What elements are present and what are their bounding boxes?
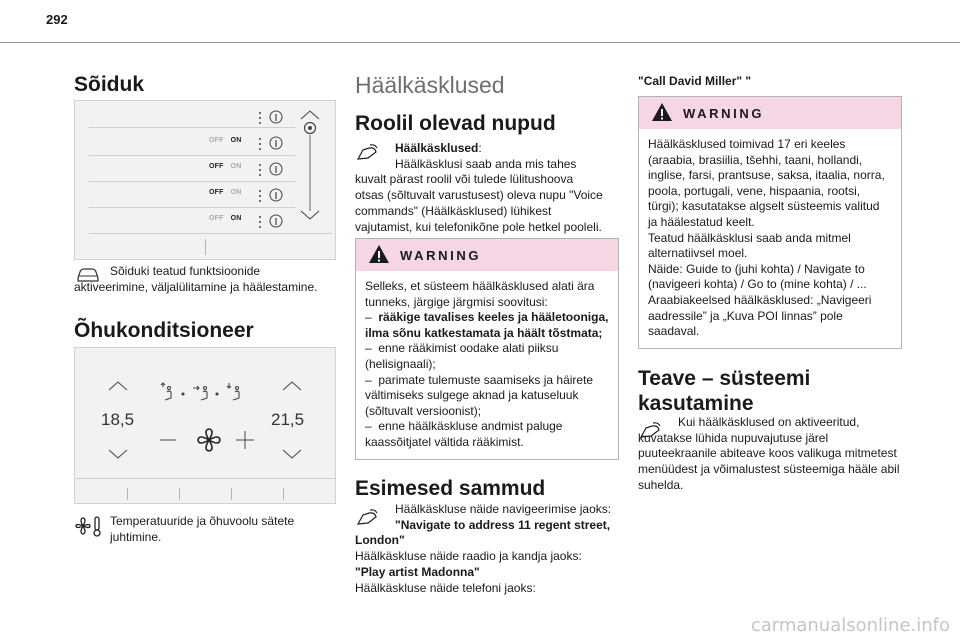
warning-body — [639, 129, 901, 340]
steering-buttons-title: Roolil olevad nupud — [355, 112, 556, 135]
vehicle-settings-panel — [74, 100, 336, 260]
scroll-track — [309, 135, 311, 211]
scroll-position-icon[interactable] — [303, 121, 317, 135]
first-line-1: Häälkäskluse näide navigeerimise jaoks: — [395, 502, 612, 516]
toggle-off-label: OFF — [209, 137, 224, 144]
voice-commands-title: Häälkäsklused — [355, 72, 505, 98]
steering-bold: Häälkäsklused — [395, 141, 479, 155]
warning-header — [639, 97, 901, 129]
info-icon — [269, 136, 283, 150]
languages-warning-box — [638, 96, 902, 349]
warning-text-3: Näide: Guide to (juhi kohta) / Navigate to (navigeeri kohta) / Go to (mine kohta) / ... — [648, 261, 867, 292]
warning-item: – enne häälkäskluse andmist paluge kaassõitjatel vältida rääkimist. — [365, 419, 563, 449]
panel-divider — [75, 478, 335, 479]
first-steps-paragraph — [355, 502, 617, 596]
toggle-row[interactable] — [209, 189, 242, 196]
toggle-off-label: OFF — [209, 163, 224, 170]
fan-icon — [195, 426, 223, 454]
steering-colon: : — [478, 141, 482, 155]
scroll-down-icon[interactable] — [299, 209, 321, 221]
warning-text-2: Teatud häälkäsklusi saab anda mitmel alternatiivsel moel. — [648, 230, 851, 261]
toggle-on-label: ON — [230, 163, 242, 170]
left-temperature: 18,5 — [101, 410, 135, 429]
scroll-up-icon[interactable] — [299, 109, 321, 121]
toggle-row[interactable] — [209, 163, 242, 170]
page-number: 292 — [46, 12, 68, 27]
warning-box — [355, 238, 619, 460]
info-icon — [269, 214, 283, 228]
toggle-row[interactable] — [209, 137, 242, 144]
panel-divider — [89, 155, 295, 156]
warning-icon — [651, 102, 673, 122]
panel-divider — [89, 207, 295, 208]
call-example: "Call David Miller" " — [638, 74, 752, 88]
info-icon — [269, 188, 283, 202]
airflow-mode-icons[interactable] — [157, 382, 257, 408]
warning-text-4: Araabiakeelsed häälkäsklused: „Navigeeri aadressile” ja „Kuva POI linnas” pole saadaval. — [648, 292, 872, 339]
toggle-off-label: OFF — [209, 189, 224, 196]
warning-item: – parimate tulemuste saamiseks ja häirete vältimiseks sulgege aknad ja katuseluuk (sõltuvalt versioonist); — [365, 372, 594, 418]
warning-item-text: enne häälkäskluse andmist paluge kaassõitjatel vältida rääkimist. — [365, 419, 563, 449]
first-line-3: Häälkäskluse näide telefoni jaoks: — [355, 580, 536, 595]
more-options-icon — [257, 163, 263, 177]
first-bold-1: "Navigate to address 11 regent street, London" — [355, 517, 611, 548]
vehicle-caption: Sõiduki teatud funktsioonide aktiveerimine, väljalülitamine ja häälestamine. — [74, 264, 318, 294]
system-info-text: Kui häälkäsklused on aktiveeritud, kuvatakse lühida nupuvajutuse järel puuteekraanile abiteave koos valikuga mitmetest menüüdest ja võimalustest süsteemiga hääle abil suhelda. — [638, 415, 900, 492]
steering-text: Häälkäsklusi saab anda mis tahes kuvalt pärast roolil või tulede lülitushoova otsas (sõltuvalt varustusest) oleva nupu "Voice commands" (Häälkäsklused) lühikest vajutamist, kui telefonikõne pole hetkel pooleli. — [355, 156, 603, 234]
toggle-on-label: ON — [230, 137, 242, 144]
more-options-icon — [257, 111, 263, 125]
vehicle-section-title: Sõiduk — [74, 73, 145, 96]
panel-bottom-mark — [205, 239, 206, 255]
left-temp-up-icon[interactable] — [107, 380, 129, 392]
more-options-icon — [257, 189, 263, 203]
ac-section-title: Õhukonditsioneer — [74, 319, 254, 342]
climate-icon — [75, 515, 103, 537]
warning-header — [356, 239, 618, 271]
header-divider — [0, 42, 960, 43]
warning-icon — [368, 244, 390, 264]
watermark: carmanualsonline.info — [750, 615, 950, 636]
ac-caption: Temperatuuride ja õhuvoolu sätete juhtimine. — [110, 514, 295, 544]
fan-increase-icon[interactable] — [235, 430, 255, 450]
warning-body — [356, 271, 618, 451]
warning-title: WARNING — [400, 248, 482, 263]
more-options-icon — [257, 215, 263, 229]
climate-panel — [74, 347, 336, 504]
first-line-2: Häälkäskluse näide raadio ja kandja jaoks: — [355, 549, 582, 564]
first-bold-2: "Play artist Madonna" — [355, 564, 480, 579]
right-temp-down-icon[interactable] — [281, 448, 303, 460]
warning-intro: Selleks, et süsteem häälkäsklused alati ära tunneks, järgige järgmisi soovitusi: — [365, 279, 595, 309]
warning-item: – rääkige tavalises keeles ja hääletooniga, ilma sõnu katkestamata ja häält tõstmata; — [365, 310, 609, 340]
warning-item-text: enne rääkimist oodake alati piiksu (helisignaali); — [365, 341, 559, 371]
panel-tab-mark — [231, 488, 232, 500]
right-temperature: 21,5 — [271, 410, 305, 429]
panel-divider — [89, 127, 295, 128]
toggle-off-label: OFF — [209, 215, 224, 222]
warning-item-text: rääkige tavalises keeles ja hääletooniga, ilma sõnu katkestamata ja häält tõstmata; — [365, 310, 609, 340]
first-steps-title: Esimesed sammud — [355, 477, 546, 500]
panel-divider — [89, 181, 295, 182]
left-temp-down-icon[interactable] — [107, 448, 129, 460]
warning-item-text: parimate tulemuste saamiseks ja häirete vältimiseks sulgege aknad ja katuseluuk (sõltuvalt versioonist); — [365, 372, 594, 418]
fan-decrease-icon[interactable] — [159, 438, 177, 442]
panel-tab-mark — [283, 488, 284, 500]
system-info-title: Teave – süsteemi kasutamine — [638, 367, 811, 415]
steering-paragraph — [355, 141, 605, 235]
right-temp-up-icon[interactable] — [281, 380, 303, 392]
warning-title: WARNING — [683, 106, 765, 121]
info-icon — [269, 110, 283, 124]
more-options-icon — [257, 137, 263, 151]
warning-item: – enne rääkimist oodake alati piiksu (helisignaali); — [365, 341, 559, 371]
panel-divider — [89, 233, 333, 234]
panel-tab-mark — [179, 488, 180, 500]
info-icon — [269, 162, 283, 176]
toggle-row[interactable] — [209, 215, 242, 222]
warning-text: Häälkäsklused toimivad 17 eri keeles (araabia, brasiilia, tšehhi, taani, hollandi, inglise, farsi, prantsuse, saksa, itaalia, norra, poola, portugali, vene, hispaania, rootsi, türgi); kasutatakse algselt süsteemis valitud ja häälestatud keelt. — [648, 137, 885, 229]
toggle-on-label: ON — [230, 215, 242, 222]
toggle-on-label: ON — [230, 189, 242, 196]
panel-tab-mark — [127, 488, 128, 500]
